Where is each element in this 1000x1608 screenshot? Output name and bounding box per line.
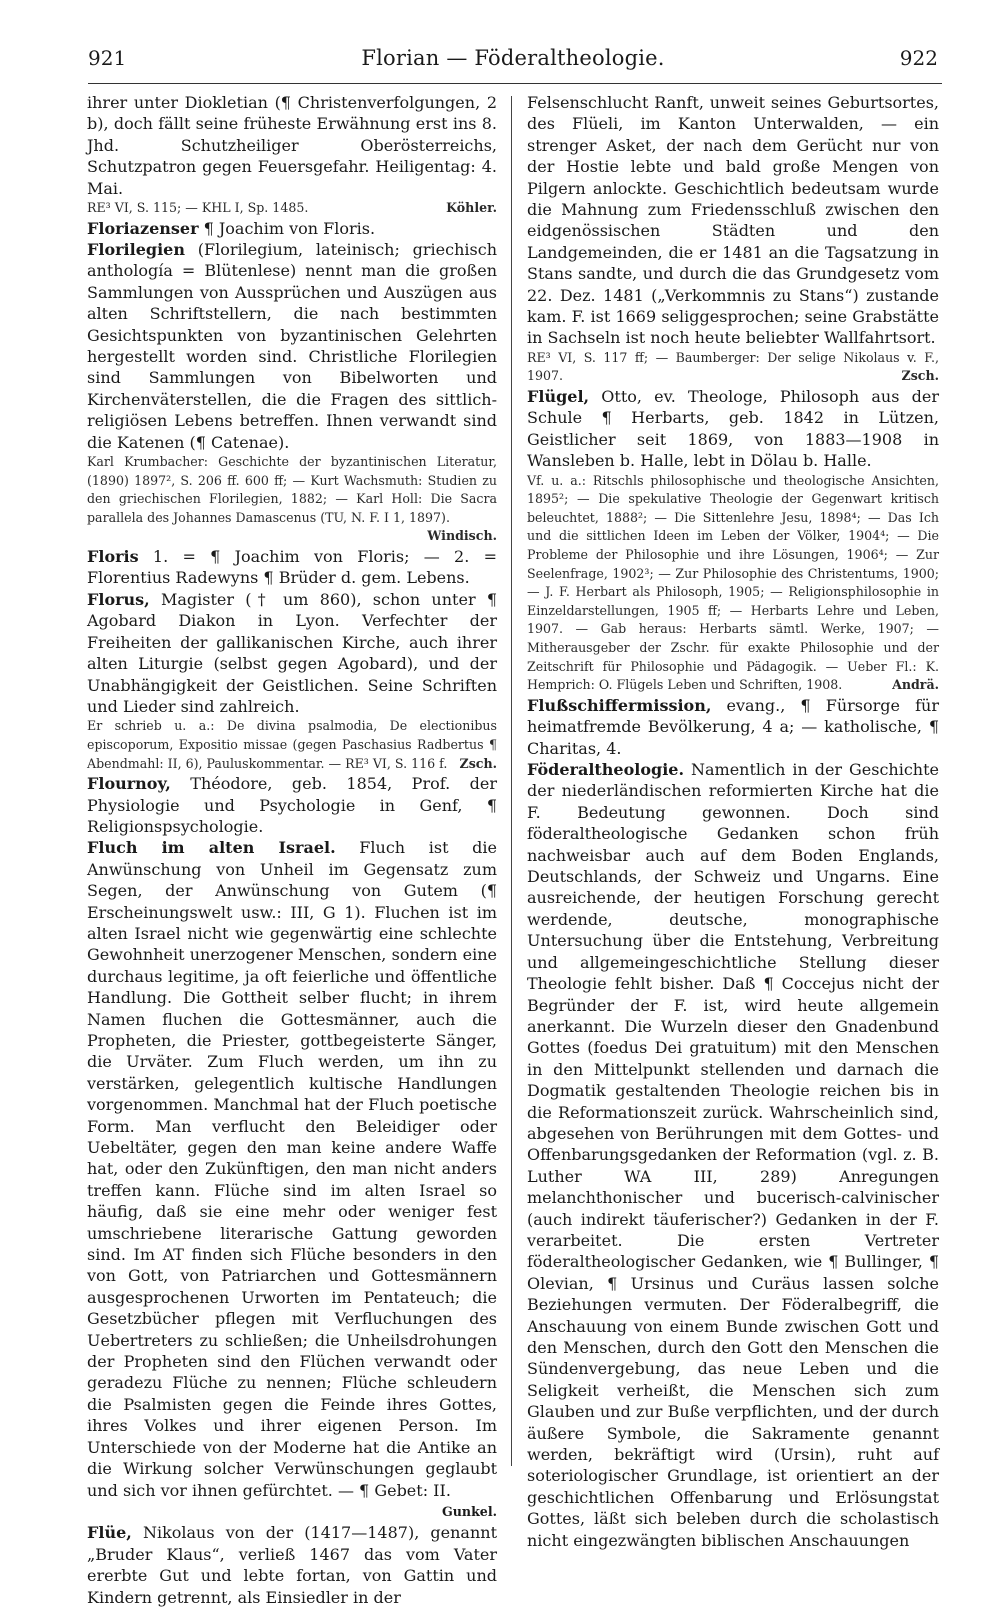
entry-lemma: Florilegien [87,240,185,260]
column-divider [511,96,512,1466]
running-header [88,46,938,86]
entry-text: Magister († um 860), schon unter ¶ Agobard Diakon in Lyon. Verfechter der Freiheiten der gallikanischen Kirche, auch ihrer alten Liturgie (selbst gegen Agobard), und der Unabhängigkeit der Geistlichen. Seine Schriften und Lieder sind zahlreich. [87,589,497,716]
entry-lemma: Flügel, [527,387,590,407]
entry-lemma: Föderaltheologie. [527,760,685,780]
entry-text: ihrer unter Diokletian (¶ Christenverfolgungen, 2 b), doch fällt seine früheste Erwähnung erst ins 8. Jhd. Schutzheiliger Oberösterreichs, Schutzpatron gegen Feuersgefahr. Heiligentag: 4. Mai. [87,93,497,198]
continued-text [87,92,497,199]
entry-lemma: Florus, [87,589,150,609]
reference-note [87,199,497,218]
entry-lemma: Fluch im alten Israel. [87,838,336,858]
page-number-left: 921 [88,46,127,70]
entry-lemma: Floris [87,547,139,567]
left-column [87,92,497,1607]
author-signature: Zsch. [901,368,939,384]
entry-lemma: Floriazenser [87,218,199,238]
reference-note [87,453,497,546]
lexicon-entry [87,239,497,453]
author-signature: Gunkel. [442,1503,497,1519]
entry-text: RE³ VI, S. 117 ff; — Baumberger: Der selige Nikolaus v. F., 1907. [527,349,939,384]
lexicon-entry [87,546,497,589]
lexicon-entry [87,589,497,717]
reference-note [527,349,939,386]
lexicon-entry [87,1522,497,1608]
reference-note [87,717,497,773]
entry-text: (Florilegium, lateinisch; griechisch anthología = Blütenlese) nennt man die großen Sammlungen von Aussprüchen und Auszügen aus alten Schriftstellern, die nach bestimmten Gesichtspunkten von byzantinischen Gelehrten hergestellt worden sind. Christliche Florilegien sind Sammlungen von Bibelworten und Kirchenväterstellen, die die Fragen des sittlich-religiösen Lebens betreffen. Ihnen verwandt sind die Katenen (¶ Catenae). [87,240,497,452]
entry-text: RE³ VI, S. 115; — KHL I, Sp. 1485. [87,200,309,216]
entry-text: ¶ Joachim von Floris. [198,218,376,238]
lexicon-entry [527,695,939,759]
entry-lemma: Flüe, [87,1523,132,1543]
lexicon-entry [527,759,939,1551]
author-signature: Köhler. [446,200,497,216]
entry-text: Otto, ev. Theologe, Philosoph aus der Schule ¶ Herbarts, geb. 1842 in Lützen, Geistlicher seit 1869, von 1883—1908 in Wansleben b. Halle, lebt in Dölau b. Halle. [527,387,939,471]
entry-text: Nikolaus von der (1417—1487), genannt „Bruder Klaus“, verließ 1467 das vom Vater ererbte Gut und lebte fortan, von Gattin und Kindern getrennt, als Einsiedler in der [87,1523,497,1607]
entry-text: Namentlich in der Geschichte der niederländischen reformierten Kirche hat die F. Bedeutung gewonnen. Doch sind föderaltheologische Gedanken schon früh nachweisbar auch auf dem Boden Englands, Deutschlands, der Schweiz und Ungarns. Eine ausreichende, der heutigen Forschung gerecht werdende, deutsche, monographische Untersuchung über die Entstehung, Verbreitung und allgemeingeschichtliche Stellung dieser Theologie fehlt bisher. Daß ¶ Coccejus nicht der Begründer der F. ist, wird heute allgemein anerkannt. Die Wurzeln dieser den Gnadenbund Gottes (foedus Dei gratuitum) mit den Menschen in den Mittelpunkt stellenden und darnach die Dogmatik gestaltenden Theologie reichen bis in die Reformationszeit zurück. Wahrscheinlich sind, abgesehen von Berührungen mit dem Gottes- und Offenbarungsgedanken der Reformation (vgl. z. B. Luther WA III, 289) Anregungen melanchthonischer und bucerisch-calvinischer (auch indirekt täuferischer?) Gedanken in der F. verarbeitet. Die ersten Vertreter föderaltheologischer Gedanken, wie ¶ Bullinger, ¶ Olevian, ¶ Ursinus und Curäus lassen solche Beziehungen vermuten. Der Föderalbegriff, die Anschauung von einem Bunde zwischen Gott und den Menschen, durch den Gott den Menschen die Sündenvergebung, das neue Leben und die Seligkeit verheißt, die Menschen sich zum Glauben und zur Buße verpflichten, und der durch äußere Symbole, die Sakramente genannt werden, bekräftigt wird (Ursin), ruht auf soteriologischer Grundlage, ist orientiert an der geschichtlichen Offenbarung und Erlösungstat Gottes, läßt sich beleben durch die scholastisch nicht eingezwängten biblischen Anschauungen [527,760,939,1550]
entry-text: Fluch ist die Anwünschung von Unheil im Gegensatz zum Segen, der Anwünschung von Gutem (¶ Erscheinungswelt usw.: III, G 1). Fluchen ist im alten Israel nicht wie gegenwärtig eine schlechte Gewohnheit unerzogener Menschen, sondern eine durchaus legitime, ja oft feierliche und öffentliche Handlung. Die Gottheit selber flucht; in ihrem Namen fluchen die Gottesmänner, auch die Propheten, die Priester, gottbegeisterte Sänger, die Urväter. Zum Fluch werden, um ihn zu verstärken, gelegentlich kultische Handlungen vorgenommen. Manchmal hat der Fluch poetische Form. Man verflucht den Beleidiger oder Uebeltäter, gegen den man keine andere Waffe hat, oder den Zukünftigen, den man nicht anders treffen kann. Flüche sind im alten Israel so häufig, daß sie eine mehr oder weniger fest umschriebene literarische Gattung geworden sind. Im AT finden sich Flüche besonders in den von Gott, von Patriarchen und Gottesmännern ausgesprochenen Urworten im Pentateuch; die Gesetzbücher pflegen mit Verfluchungen des Uebertreters zu schließen; die Unheilsdrohungen der Propheten sind den Flüchen verwandt oder geradezu Flüche zu nennen; Flüche schleudern die Psalmisten gegen die Feinde ihres Gottes, ihres Volkes und ihrer eigenen Person. Im Unterschiede von der Moderne hat die Antike an die Wirkung solcher Verwünschungen geglaubt und sich vor ihnen gefürchtet. — ¶ Gebet: II. [87,838,497,1500]
entry-text: 1. = ¶ Joachim von Floris; — 2. = Florentius Radewyns ¶ Brüder d. gem. Lebens. [87,547,497,588]
reference-note [527,472,939,695]
running-title: Florian — Föderaltheologie. [361,46,665,70]
author-signature: Zsch. [459,755,497,771]
author-signature: Windisch. [427,528,497,544]
entry-lemma: Flournoy, [87,774,171,794]
right-column [527,92,939,1550]
entry-lemma: Flußschiffermission, [527,695,712,715]
lexicon-entry [87,773,497,837]
entry-text: Felsenschlucht Ranft, unweit seines Geburtsortes, des Flüeli, im Kanton Unterwalden, — ein strenger Asket, der nach dem Gerücht nur von der Hostie lebte und bald große Mengen von Pilgern anlockte. Geschichtlich bedeutsam wurde die Mahnung zum Friedensschluß zwischen den eidgenössischen Städten und den Landgemeinden, die er 1481 an die Tagsatzung in Stans sandte, und durch die das Grundgesetz vom 22. Dez. 1481 („Verkommnis zu Stans“) zustande kam. F. ist 1669 seliggesprochen; seine Grabstätte in Sachseln ist noch heute beliebter Wallfahrtsort. [527,93,939,348]
continued-text [527,92,939,349]
page-number-right: 922 [899,46,938,70]
entry-text: Vf. u. a.: Ritschls philosophische und theologische Ansichten, 1895²; — Die spekulative Theologie der Gegenwart kritisch beleuchtet, 1888²; — Die Sittenlehre Jesu, 1898⁴; — Das Ich und die sittlichen Ideen im Leben der Völker, 1904⁴; — Die Probleme der Philosophie und ihre Lösungen, 1906⁴; — Zur Seelenfrage, 1902³; — Zur Philosophie des Christentums, 1900; — J. F. Herbart als Philosoph, 1905; — Religionsphilosophie in Einzeldarstellungen, 1905 ff; — Herbarts Lehre und Leben, 1907. — Gab heraus: Herbarts sämtl. Werke, 1907; — Mitherausgeber der Zschr. für exakte Philosophie und der Zeitschrift für Philosophie und Pädagogik. — Ueber Fl.: K. Hemprich: O. Flügels Leben und Schriften, 1908. [527,472,939,693]
lexicon-entry [87,218,497,239]
lexicon-entry [527,386,939,472]
header-rule [88,83,942,84]
entry-text: evang., ¶ Fürsorge für heimatfremde Bevölkerung, 4 a; — katholische, ¶ Charitas, 4. [527,695,939,758]
entry-text: Er schrieb u. a.: De divina psalmodia, De electionibus episcoporum, Expositio missae (gegen Paschasius Radbertus ¶ Abendmahl: II, 6), Pauluskommentar. — RE³ VI, S. 116 f. [87,718,497,771]
lexicon-entry [87,837,497,1522]
entry-text: Karl Krumbacher: Geschichte der byzantinischen Literatur, (1890) 1897², S. 206 ff. 600 ff; — Kurt Wachsmuth: Studien zu den griechischen Florilegien, 1882; — Karl Holl: Die Sacra parallela des Johannes Damascenus (TU, N. F. I 1, 1897). [87,454,497,525]
entry-text: Théodore, geb. 1854, Prof. der Physiologie und Psychologie in Genf, ¶ Religionspsychologie. [87,774,497,836]
author-signature: Andrä. [892,677,939,693]
